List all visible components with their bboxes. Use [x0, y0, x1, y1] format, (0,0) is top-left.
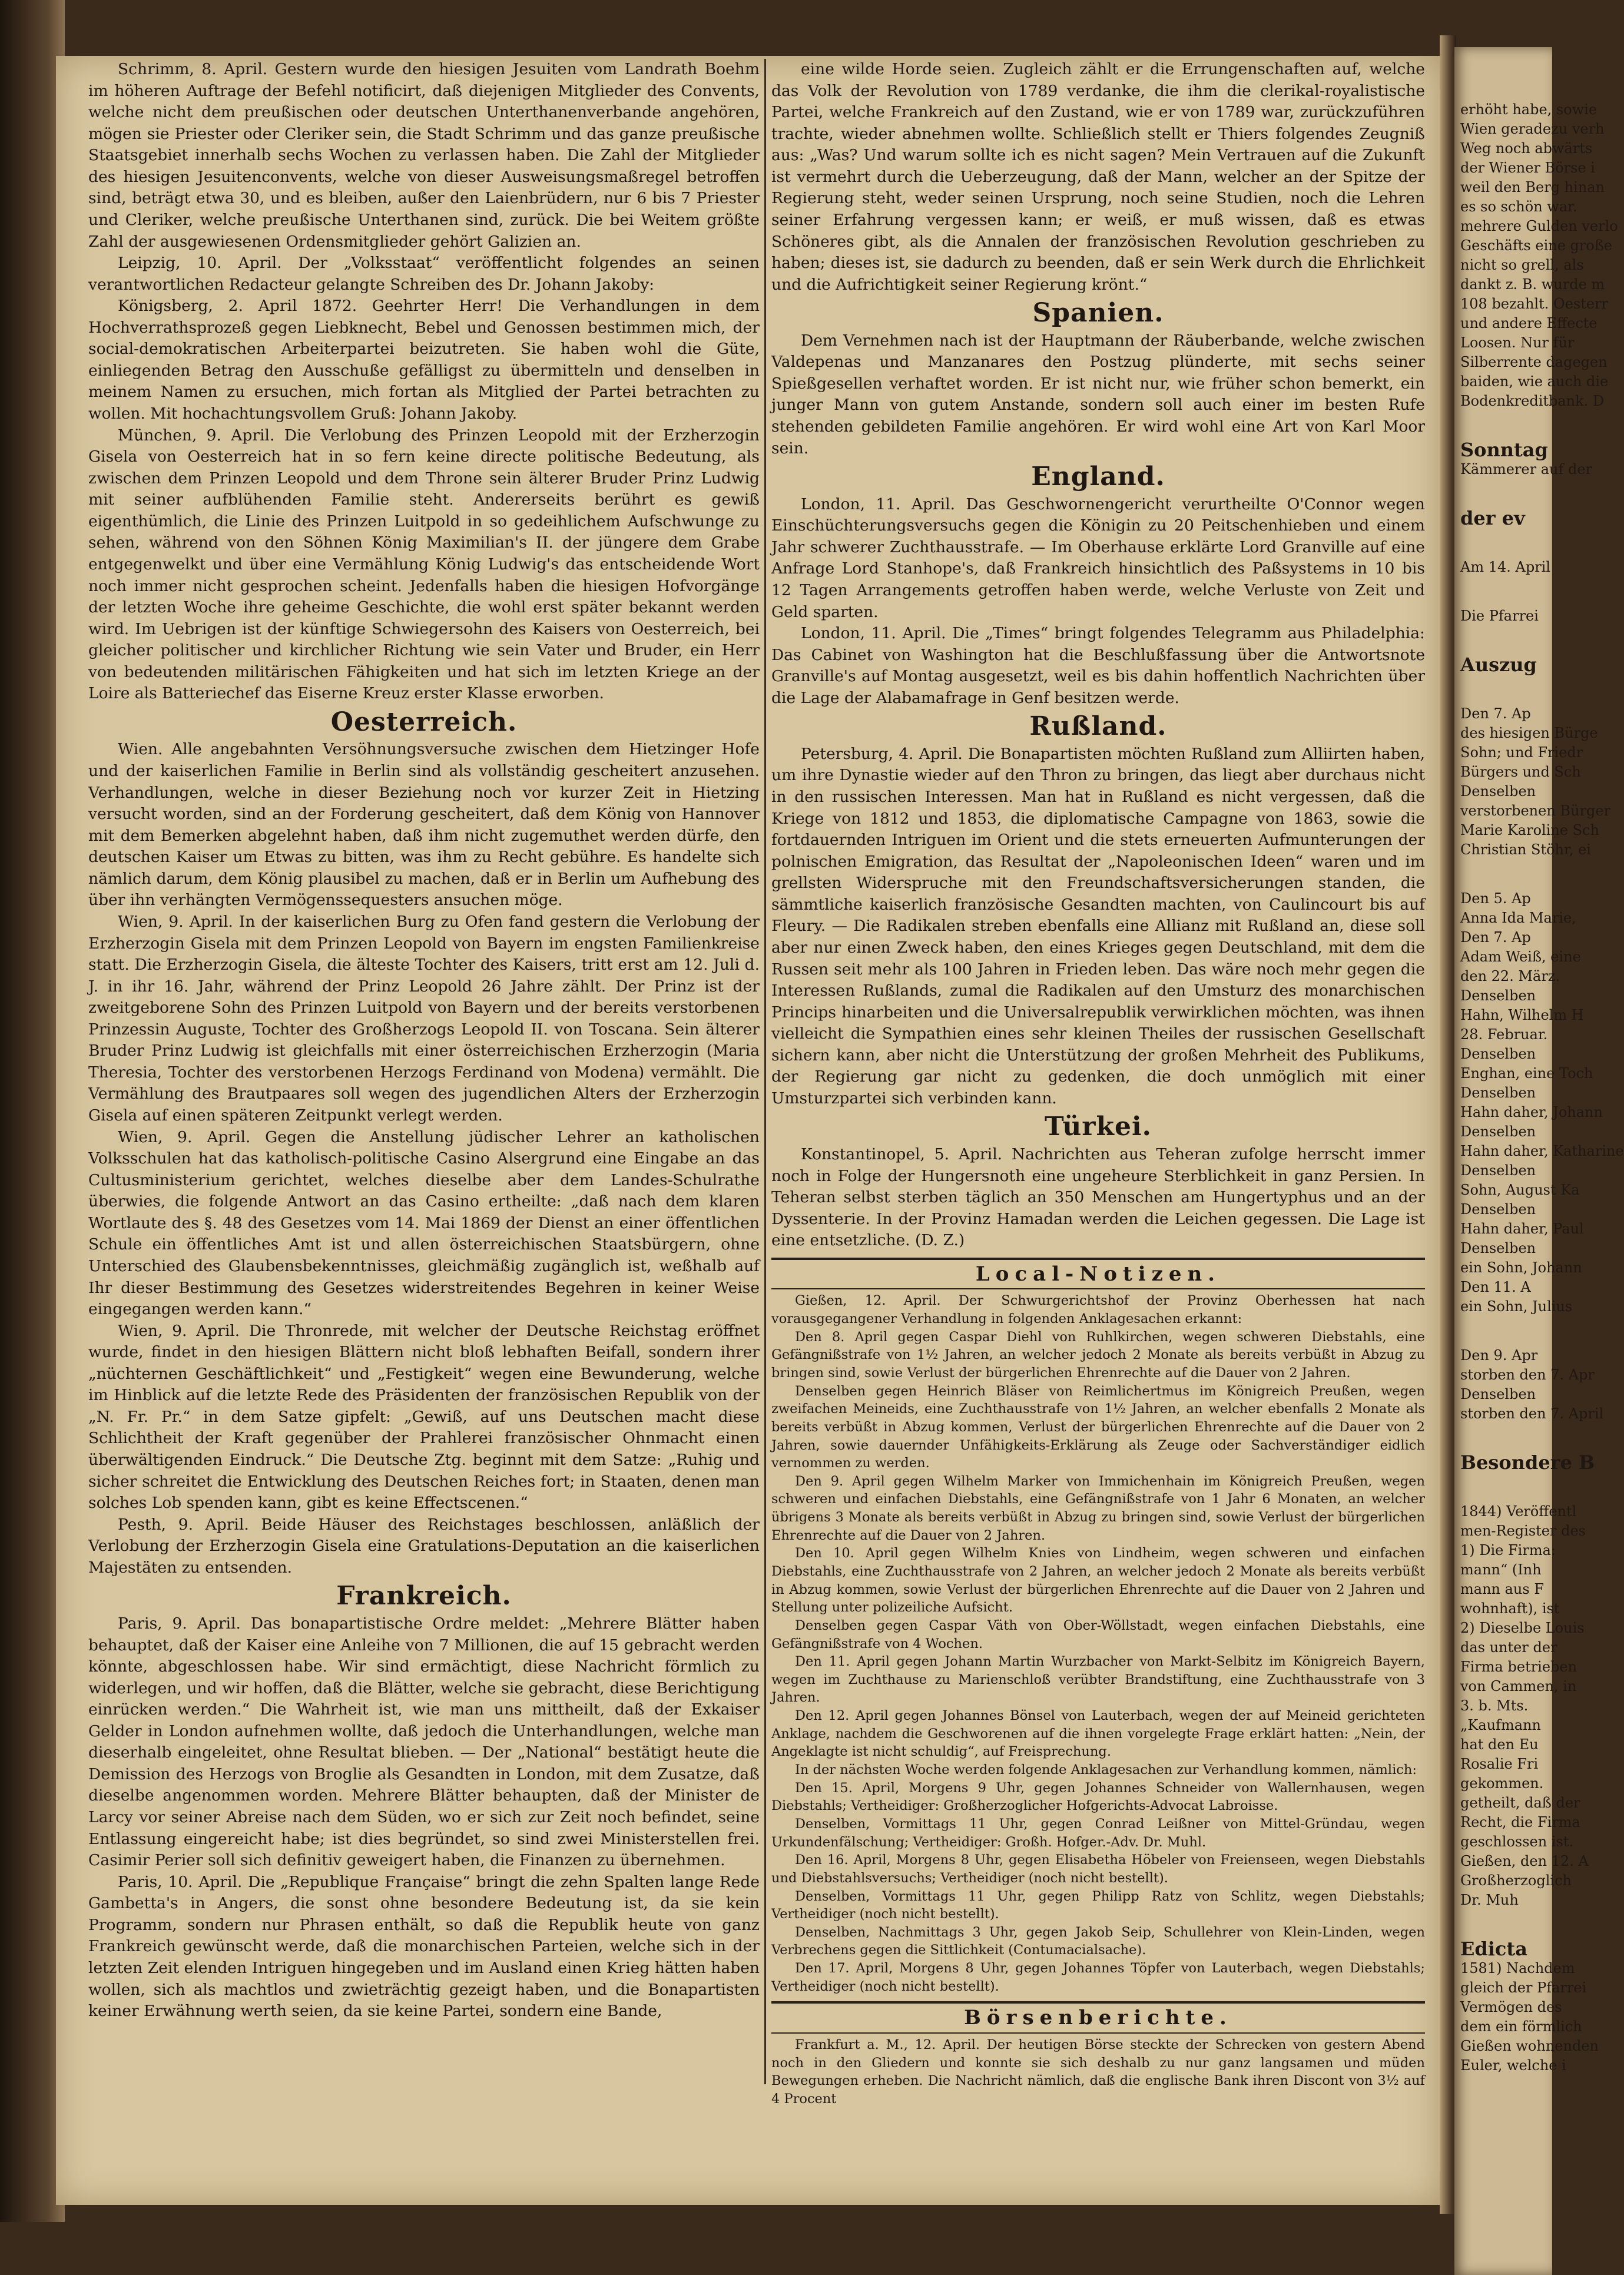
- fragment-gap: [1454, 675, 1552, 704]
- fragment-gap: [1454, 860, 1552, 889]
- page-fragment-line: erhöht habe, sowie: [1460, 101, 1598, 118]
- article-paragraph: Paris, 10. April. Die „Republique Française“ bringt die zehn Spalten lange Rede Gambetta's in Angers, die sonst ohne besondere Bedeutung ist, da sie kein Programm, sondern nur Phrasen enthält, so daß die Republik heute von ganz Frankreich gewünscht werde, daß die monarchischen Parteien, welche sich in der letzten Zeit elenden Intriguen hingegeben und im Ausland einen Krieg hätten haben wollen, sich als machtlos und zwieträchtig gezeigt haben, und die Bonapartisten keiner Erwähnung werth seien, da sie keine Partei, sondern eine Bande,: [88, 1872, 760, 2021]
- page-fragment-line: Geschäfts eine große: [1460, 237, 1613, 254]
- fragment-gap: [1454, 479, 1552, 509]
- page-fragment-line: Sonntag: [1460, 439, 1548, 461]
- page-fragment-line: den 22. März.: [1460, 968, 1560, 984]
- fragment-gap: [1454, 1316, 1552, 1346]
- page-fragment-line: Hahn daher, Paul: [1460, 1221, 1584, 1237]
- page-fragment-line: Denselben: [1460, 1085, 1536, 1101]
- page-fragment-line: Enghan, eine Toch: [1460, 1065, 1593, 1082]
- article-paragraph: Den 15. April, Morgens 9 Uhr, gegen Johannes Schneider von Wallernhausen, wegen Diebstahls; Vertheidiger: Großherzoglicher Hofgerichts-Advocat Labroisse.: [771, 1780, 1425, 1814]
- page-fragment-line: Den 11. A: [1460, 1279, 1531, 1295]
- page-fragment-line: verstorbenen Bürger: [1460, 802, 1611, 819]
- page-fragment-line: Euler, welche i: [1460, 2057, 1566, 2074]
- left-column: [88, 59, 760, 2022]
- article-paragraph: Denselben gegen Heinrich Bläser von Reimlichertmus im Königreich Preußen, wegen zweifachen Meineids, eine Zuchthausstrafe von 1½ Jahren, an welcher ebenfalls 2 Monate als bereits verbüßt in Abzug kommen, Verlust der bürgerlichen Ehrenrechte auf die Dauer von 2 Jahren, sowie dauernder Unfähigkeits-Erklärung als Zeuge oder Sachverständiger eidlich vernommen zu werden.: [771, 1383, 1425, 1471]
- section-heading: Oesterreich.: [330, 707, 518, 737]
- section-rule: [771, 2001, 1425, 2004]
- page-fragment-line: 28. Februar.: [1460, 1026, 1548, 1043]
- fragment-gap: [1454, 1473, 1552, 1502]
- page-fragment-line: getheilt, daß der: [1460, 1795, 1580, 1811]
- page-fragment-line: Gießen wohnenden: [1460, 2038, 1599, 2054]
- page-fragment-line: hat den Eu: [1460, 1736, 1539, 1753]
- page-fragment-line: 108 bezahlt. Oesterr: [1460, 296, 1608, 312]
- page-fragment-line: ein Sohn, Julius: [1460, 1298, 1573, 1315]
- middle-column: [771, 59, 1425, 2108]
- article-paragraph: Den 17. April, Morgens 8 Uhr, gegen Johannes Töpfer von Lauterbach, wegen Diebstahls; Vertheidiger (noch nicht bestellt).: [771, 1961, 1425, 1994]
- page-fragment-line: ein Sohn, Johann: [1460, 1259, 1582, 1276]
- page-fragment-line: Denselben: [1460, 1123, 1536, 1140]
- article-paragraph: Leipzig, 10. April. Der „Volksstaat“ veröffentlicht folgendes an seinen verantwortlichen Redacteur gelangte Schreiben des Dr. Johann Jakoby:: [88, 254, 760, 294]
- article-paragraph: Den 10. April gegen Wilhelm Knies von Lindheim, wegen schweren und einfachen Diebstahls, eine Zuchthausstrafe von 2 Jahren, an welcher jedoch 2 Monate als bereits verbüßt in Abzug kommen, sowie Verlust der bürgerlichen Ehrenrechte auf die Dauer von 2 Jahren und Stellung unter polizeiliche Aufsicht.: [771, 1546, 1425, 1616]
- page-fragment-line: Denselben: [1460, 987, 1536, 1004]
- page-fragment-line: Edicta: [1460, 1938, 1527, 1960]
- article-paragraph: Den 12. April gegen Johannes Bönsel von Lauterbach, wegen der auf Meineid gerichteten Anklage, nachdem die Geschworenen auf die ihnen vorgelegte Frage erklärt hatten: „Nein, der Angeklagte ist nicht schuldig“, auf Freisprechung.: [771, 1708, 1425, 1760]
- article-paragraph: Den 16. April, Morgens 8 Uhr, gegen Elisabetha Höbeler von Freienseen, wegen Diebstahls und Diebstahlsversuchs; Vertheidiger (noch nicht bestellt).: [771, 1852, 1425, 1886]
- page-fragment-line: Den 7. Ap: [1460, 705, 1531, 722]
- column-divider: [764, 59, 766, 2084]
- article-paragraph: Konstantinopel, 5. April. Nachrichten aus Teheran zufolge herrscht immer noch in Folge der Hungersnoth eine ungeheure Sterblichkeit in ganz Persien. In Teheran selbst sterben täglich an 350 Menschen am Hungertyphus und an der Dyssenterie. In der Provinz Hamadan werden die Leichen gegessen. Die Lage ist eine entsetzliche. (D. Z.): [771, 1145, 1425, 1250]
- section-rule-thin: [771, 1288, 1425, 1289]
- section-rule: [771, 1258, 1425, 1260]
- page-fragment-line: nicht so grell, als: [1460, 257, 1584, 273]
- page-fragment-line: Denselben: [1460, 1240, 1536, 1256]
- article-paragraph: Denselben gegen Caspar Väth von Ober-Wöllstadt, wegen einfachen Diebstahls, eine Gefängnißstrafe von 4 Wochen.: [771, 1617, 1425, 1651]
- page-fragment-line: der Wiener Börse i: [1460, 160, 1595, 176]
- page-fragment-line: Den 5. Ap: [1460, 890, 1531, 907]
- book-binding-left: [0, 0, 65, 2222]
- page-fragment-line: Silberrente dagegen: [1460, 354, 1608, 370]
- page-fragment-line: und andere Effecte: [1460, 315, 1598, 331]
- fragment-gap: [1454, 411, 1552, 440]
- page-fragment-line: Bodenkreditbank. D: [1460, 393, 1605, 409]
- page-fragment-line: 3. b. Mts.: [1460, 1697, 1529, 1714]
- page-fragment-line: Denselben: [1460, 1386, 1536, 1402]
- page-fragment-line: Dr. Muh: [1460, 1892, 1519, 1908]
- page-fragment-line: storben den 7. April: [1460, 1405, 1604, 1422]
- page-fragment-line: Großherzoglich: [1460, 1872, 1572, 1889]
- page-fragment-line: Firma betrieben: [1460, 1659, 1577, 1675]
- page-fragment-line: des hiesigen Bürge: [1460, 725, 1598, 741]
- page-fragment-line: Hahn daher, Katharine: [1460, 1143, 1624, 1159]
- article-paragraph: Den 11. April gegen Johann Martin Wurzbacher von Markt-Selbitz im Königreich Bayern, wegen im Zuchthause zu Marienschloß verübter Brandstiftung, eine Zuchthausstrafe von 3 Jahren.: [771, 1654, 1425, 1706]
- fragment-gap: [1454, 577, 1552, 606]
- page-fragment-line: Den 9. Apr: [1460, 1347, 1538, 1364]
- section-rule-thin: [771, 2032, 1425, 2034]
- page-fragment-line: weil den Berg hinan: [1460, 179, 1605, 195]
- fragment-gap: [1454, 528, 1552, 558]
- page-fragment-line: Denselben: [1460, 1201, 1536, 1218]
- page-fragment-line: gleich der Pfarrei: [1460, 1979, 1587, 1996]
- page-fragment-line: Denselben: [1460, 783, 1536, 800]
- page-fragment-line: mehrere Gulden verlo: [1460, 218, 1618, 234]
- article-paragraph: Denselben, Nachmittags 3 Uhr, gegen Jakob Seip, Schullehrer von Klein-Linden, wegen Verbrechens gegen die Sittlichkeit (Contumacialsache).: [771, 1924, 1425, 1958]
- article-paragraph: Denselben, Vormittags 11 Uhr, gegen Conrad Leißner von Mittel-Gründau, wegen Urkundenfälschung; Vertheidiger: Großh. Hofger.-Adv. Dr. Muhl.: [771, 1816, 1425, 1850]
- subsection-heading: Local-Notizen.: [975, 1262, 1221, 1286]
- page-fragment-line: mann aus F: [1460, 1581, 1544, 1597]
- page-fragment-line: Recht, die Firma: [1460, 1814, 1580, 1830]
- page-fragment-line: storben den 7. Apr: [1460, 1367, 1595, 1383]
- page-fragment-line: Die Pfarrei: [1460, 608, 1539, 624]
- page-fragment-line: dem ein förmlich: [1460, 2018, 1582, 2035]
- page-fragment-line: Loosen. Nur für: [1460, 334, 1575, 351]
- page-fragment-line: 1) Die Firma:: [1460, 1542, 1556, 1558]
- page-fragment-line: das unter der: [1460, 1639, 1557, 1656]
- page-fragment-line: Adam Weiß, eine: [1460, 949, 1581, 965]
- article-paragraph: London, 11. April. Das Geschwornengericht verurtheilte O'Connor wegen Einschüchterungsversuchs gegen die Königin zu 20 Peitschenhieben und einem Jahr schwerer Zuchthausstrafe. — Im Oberhause erklärte Lord Granville auf eine Anfrage Lord Stanhope's, daß Frankreich hinsichtlich des Paßsystems in 10 bis 12 Tagen Arrangements getroffen haben werde, welche Verluste von Zeit und Geld sparten.: [771, 495, 1425, 621]
- page-fragment-line: Wien geradezu verh: [1460, 121, 1605, 137]
- page-fragment-line: Besondere B: [1460, 1451, 1595, 1474]
- article-paragraph: Wien, 9. April. Die Thronrede, mit welcher der Deutsche Reichstag eröffnet wurde, findet in den hiesigen Blättern nicht bloß lebhaften Beifall, sondern ihrer „nüchternen Geschäftlichkeit“ und „Festigkeit“ wegen eine Bewunderung, welche im Hinblick auf die letzte Rede des Präsidenten der französischen Republik von der „N. Fr. Pr.“ in dem Satze gipfelt: „Gewiß, auf uns Deutschen macht diese Schlichtheit der Kraft gegenüber der Prahlerei französischer Ohnmacht einen überwältigenden Eindruck.“ Die Deutsche Ztg. beginnt mit dem Satze: „Ruhig und sicher schreitet die Entwicklung des Deutschen Reiches fort; in Staaten, denen man solches Lob spenden kann, gibt es keine Effectscenen.“: [88, 1321, 760, 1513]
- article-paragraph: In der nächsten Woche werden folgende Anklagesachen zur Verhandlung kommen, nämlich:: [795, 1762, 1417, 1778]
- article-paragraph: Dem Vernehmen nach ist der Hauptmann der Räuberbande, welche zwischen Valdepenas und Manzanares den Postzug plünderte, mit sechs seiner Spießgesellen verhaftet worden. Er ist nicht nur, wie früher schon bemerkt, ein junger Mann von gutem Anstande, sondern soll auch einer im besten Rufe stehenden gebildeten Familie angehören. Er wird wohl eine Art von Karl Moor sein.: [771, 331, 1425, 457]
- page-fragment-line: Denselben: [1460, 1046, 1536, 1062]
- page-fragment-line: geschlossen ist.: [1460, 1833, 1574, 1850]
- fragment-gap: [1454, 626, 1552, 655]
- adjacent-page-fragment: [1454, 47, 1624, 2275]
- page-fragment-line: Vermögen des: [1460, 1999, 1562, 2015]
- page-fragment-line: Den 7. Ap: [1460, 929, 1531, 946]
- page-fragment-line: baiden, wie auch die: [1460, 373, 1609, 390]
- article-paragraph: Königsberg, 2. April 1872. Geehrter Herr! Die Verhandlungen in dem Hochverrathsprozeß gegen Liebknecht, Bebel und Genossen bestimmen mich, der social-demokratischen Arbeiterpartei beizutreten. Sie haben wohl die Güte, einliegenden Betrag den Ausschuße gefälligst zu übermitteln und denselben in meinem Namen zu ersuchen, mich fortan als Mitglied der Partei betrachten zu wollen. Mit hochachtungsvollem Gruß: Johann Jakoby.: [88, 297, 760, 423]
- page-fragment-line: 2) Dieselbe Louis: [1460, 1620, 1585, 1636]
- article-paragraph: Schrimm, 8. April. Gestern wurde den hiesigen Jesuiten vom Landrath Boehm im höheren Auftrage der Befehl notificirt, daß diejenigen Mitglieder des Convents, welche nicht dem preußischen oder deutschen Unterthanenverbande angehören, mögen sie Priester oder Cleriker sein, die Stadt Schrimm und das ganze preußische Staatsgebiet innerhalb sechs Wochen zu verlassen haben. Die Zahl der Mitglieder des hiesigen Jesuitenconvents, welche von dieser Ausweisungsmaßregel betroffen sind, beträgt etwa 30, und es bleiben, außer den Laienbrüdern, nur 6 bis 7 Priester und Cleriker, welche preußische Unterthanen sind, zurück. Die bei Weitem größte Zahl der ausgewiesenen Ordensmitglieder gehört Galizien an.: [88, 60, 760, 251]
- article-paragraph: Wien. Alle angebahnten Versöhnungsversuche zwischen dem Hietzinger Hofe und der kaiserlichen Familie in Berlin sind als vollständig gescheitert anzusehen. Verhandlungen, welche in dieser Beziehung noch vor kurzer Zeit in Hietzing versucht worden, sind an der Forderung gescheitert, daß dem König von Hannover mit dem Bemerken abgelehnt haben, daß ihm nicht zugemuthet werden dürfe, den deutschen Kaiser um Etwas zu bitten, was ihm zu Recht gebühre. Es handelte sich nämlich darum, dem König plausibel zu machen, daß er in Berlin um Aufhebung des über ihn verhängten Vermögenssequesters ansuchen möge.: [88, 740, 760, 910]
- page-fragment-line: Am 14. April: [1460, 559, 1551, 575]
- page-fragment-line: Marie Karoline Sch: [1460, 822, 1600, 838]
- page-fragment-line: Hahn daher, Johann: [1460, 1104, 1603, 1120]
- page-fragment-line: mann“ (Inh: [1460, 1561, 1542, 1578]
- article-paragraph: Paris, 9. April. Das bonapartistische Ordre meldet: „Mehrere Blätter haben behauptet, daß der Kaiser eine Anleihe von 7 Millionen, die auf 15 gebracht werden könnte, abgeschlossen habe. Wir sind ermächtigt, diese Nachricht förmlich zu widerlegen, und wir hoffen, daß die Blätter, welche sie gebracht, diese Berichtigung einrücken werden.“ Die Wahrheit ist, wie man uns mittheilt, daß der Exkaiser Gelder in London aufnehmen wollte, daß jedoch die Unterhandlungen, welche man dieserhalb eingeleitet, ohne Resultat blieben. — Der „National“ bestätigt heute die Demission des Herzogs von Broglie als Gesandten in London, mit dem Zusatze, daß dieselbe angenommen worden. Mehrere Blätter behaupten, daß der Minister de Larcy vor seiner Abreise nach dem Süden, wo er sich zur Zeit noch befindet, seine Entlassung eingereicht habe; ist dies begründet, so sind zwei Ministerstellen frei. Casimir Perier soll sich definitiv geweigert haben, die Finanzen zu übernehmen.: [88, 1614, 760, 1870]
- page-fragment-line: Gießen, den 12. A: [1460, 1853, 1589, 1869]
- page-fragment-line: Christian Stöhr, ei: [1460, 841, 1591, 858]
- section-heading: Rußland.: [1029, 711, 1167, 742]
- fragment-gap: [1454, 1424, 1552, 1453]
- page-fragment-line: es so schön war.: [1460, 198, 1577, 215]
- article-paragraph: London, 11. April. Die „Times“ bringt folgendes Telegramm aus Philadelphia: Das Cabinet von Washington hat die Beschlußfassung über die Antwortsnote Granville's auf Montag ausgesetzt, weil es bis dahin hoffentlich Nachrichten über die Lage der Alabamafrage in Genf besitzen werde.: [771, 624, 1425, 707]
- article-paragraph: Wien, 9. April. Gegen die Anstellung jüdischer Lehrer an katholischen Volksschulen hat das katholisch-politische Casino Alsergrund eine Eingabe an das Cultusministerium gerichtet, welches dieselbe aber dem Landes-Schulrathe überwies, die folgende Antwort an das Casino ertheilte: „daß nach dem klaren Wortlaute des §. 48 des Gesetzes vom 14. Mai 1869 der Dienst an einer öffentlichen Schule ein öffentliches Amt ist und allen österreichischen Staatsbürgern, ohne Unterschied des Glaubensbekenntnisses, gleichmäßig zugänglich ist, weßhalb auf Ihr dieser Bestimmung des Gesetzes widerstreitendes Begehren in keiner Weise eingegangen werden kann.“: [88, 1127, 760, 1319]
- fragment-gap: [1454, 1910, 1552, 1939]
- section-heading: Türkei.: [1044, 1112, 1152, 1142]
- page-fragment-line: Bürgers und Sch: [1460, 764, 1581, 780]
- page-fragment-line: 1581) Nachdem: [1460, 1960, 1575, 1976]
- page-fragment-line: Auszug: [1460, 654, 1537, 676]
- page-fragment-line: dankt z. B. wurde m: [1460, 276, 1605, 293]
- section-heading: Spanien.: [1032, 298, 1164, 329]
- article-paragraph: Den 9. April gegen Wilhelm Marker von Immichenhain im Königreich Preußen, wegen schweren und einfachen Diebstahls, eine Gefängnißstrafe von 1 Jahr 6 Monaten, an welcher übrigens 3 Monate als bereits verbüßt in Abzug zu bringen sind, sowie Verlust der bürgerlichen Ehrenrechte auf die Dauer von 2 Jahren.: [771, 1473, 1425, 1543]
- page-fragment-line: Kämmerer auf der: [1460, 461, 1593, 477]
- article-paragraph: Gießen, 12. April. Der Schwurgerichtshof der Provinz Oberhessen hat nach vorausgegangener Verhandlung in folgenden Anklagesachen erkannt:: [771, 1293, 1425, 1327]
- article-paragraph: Wien, 9. April. In der kaiserlichen Burg zu Ofen fand gestern die Verlobung der Erzherzogin Gisela mit dem Prinzen Leopold von Bayern im engsten Familienkreise statt. Die Erzherzogin Gisela, die älteste Tochter des Kaisers, tritt erst am 12. Juli d. J. in ihr 16. Jahr, während der Prinz Leopold 26 Jahre zählt. Der Prinz ist der zweitgeborene Sohn des Prinzen Luitpold von Bayern und der bereits verstorbenen Prinzessin Auguste, Tochter des Großherzogs Leopold II. von Toscana. Sein älterer Bruder Prinz Ludwig ist gleichfalls mit einer österreichischen Erzherzogin (Maria Theresia, Tochter des verstorbenen Herzogs Ferdinand von Modena) vermählt. Die Vermählung des Brautpaares soll wegen des jugendlichen Alters der Erzherzogin Gisela auf einen späteren Zeitpunkt verlegt werden.: [88, 912, 760, 1125]
- article-paragraph: München, 9. April. Die Verlobung des Prinzen Leopold mit der Erzherzogin Gisela von Oesterreich hat in so fern keine directe politische Bedeutung, als zwischen dem Prinzen Leopold und dem Throne sein älterer Bruder Prinz Ludwig mit seiner aufblühenden Familie steht. Andererseits berührt es gewiß eigenthümlich, die Linie des Prinzen Luitpold in so gedeihlichem Aufschwunge zu sehen, während von den Söhnen König Maximilian's II. der jüngere dem Grabe entgegenwelkt und über eine Vermählung König Ludwig's das entscheidende Wort noch immer nicht gesprochen scheint. Jedenfalls haben die hiesigen Hofvorgänge der letzten Woche ihre geheime Geschichte, die wohl erst später bekannt werden wird. Im Uebrigen ist der künftige Schwiegersohn des Kaisers von Oesterreich, bei gleicher politischer und kirchlicher Richtung wie sein Vater und Bruder, ein Herr von bedeutenden militärischen Fähigkeiten und hat sich im letzten Kriege an der Loire als Batteriechef das Eiserne Kreuz erster Klasse erworben.: [88, 426, 760, 703]
- article-paragraph: eine wilde Horde seien. Zugleich zählt er die Errungenschaften auf, welche das Volk der Revolution von 1789 verdanke, die ihm die clerikal-royalistische Partei, welche Frankreich auf den Zustand, wie er von 1789 war, zurückzuführen trachte, wieder abnehmen wollte. Schließlich stellt er Thiers folgendes Zeugniß aus: „Was? Und warum sollte ich es nicht sagen? Mein Vertrauen auf die Zukunft ist vermehrt durch die Ueberzeugung, daß der Mann, welcher an der Spitze der Regierung steht, weder seinen Ursprung, noch seine Studien, noch die Lehren seiner Erfahrung vergessen kann; er weiß, er muß wissen, daß es etwas Schöneres gibt, als die Annalen der französischen Revolution geschrieben zu haben; dieses ist, sie dadurch zu beenden, daß er sein Werk durch die Ehrlichkeit und die Aufrichtigkeit seiner Regierung krönt.“: [771, 60, 1425, 294]
- page-fragment-line: Sohn, August Ka: [1460, 1182, 1580, 1198]
- page-fragment-line: der ev: [1460, 507, 1525, 529]
- section-heading: England.: [1031, 462, 1165, 492]
- article-paragraph: Petersburg, 4. April. Die Bonapartisten möchten Rußland zum Alliirten haben, um ihre Dynastie wieder auf den Thron zu bringen, das liegt aber durchaus nicht in den russischen Interessen. Man hat in Rußland es nicht vergessen, daß die Kriege von 1812 und 1853, die diplomatische Campagne von 1863, sowie die fortdauernden Intriguen im Orient und die stets erneuerten Aufmunterungen der polnischen Emigration, das Resultat der „Napoleonischen Ideen“ waren und im grellsten Widerspruche mit den Freundschaftsversicherungen standen, die sämmtliche kaiserlich französische Gesandten machten, von Caulincourt bis auf Fleury. — Die Radikalen streben ebenfalls eine Allianz mit Rußland an, diese soll aber nur einen Zweck haben, den eines Krieges gegen Deutschland, mit dem die Russen seit mehr als 100 Jahren in Frieden leben. Das wäre noch mehr gegen die Interessen Rußlands, zumal die Radikalen auf den Umsturz des monarchischen Princips hinarbeiten und die Universalrepublik verwirklichen möchten, was ihnen vielleicht die Sympathien eines sehr kleinen Theiles der russischen Gesellschaft sichern kann, aber nicht die Unterstützung der großen Mehrheit des Publikums, der Regierung gar nicht zu gedenken, die doch unmöglich mit einer Umsturzpartei sich verbinden kann.: [771, 744, 1425, 1107]
- page-fragment-line: Weg noch abwärts: [1460, 140, 1593, 157]
- page-fragment-line: men-Register des: [1460, 1523, 1586, 1539]
- article-paragraph: Den 8. April gegen Caspar Diehl von Ruhlkirchen, wegen schweren Diebstahls, eine Gefängnißstrafe von 1½ Jahren, an welcher jedoch 2 Monate als bereits verbüßt in Abzug zu bringen sind, sowie Verlust der bürgerlichen Ehrenrechte auf die Dauer von 2 Jahren.: [771, 1329, 1425, 1381]
- small-print-block: [771, 2036, 1425, 2108]
- page-fragment-line: „Kaufmann: [1460, 1717, 1541, 1733]
- small-print-block: [771, 1292, 1425, 1995]
- page-fragment-line: Anna Ida Marie,: [1460, 910, 1576, 926]
- article-paragraph: Frankfurt a. M., 12. April. Der heutigen Börse steckte der Schrecken von gestern Abend noch in den Gliedern und konnte sie sich deshalb zu nur ganz langsamen und müden Bewegungen erheben. Die Nachricht nämlich, daß die englische Bank ihren Discont von 3½ auf 4 Procent: [771, 2037, 1425, 2107]
- page-fragment-line: Sohn; und Friedr: [1460, 744, 1583, 761]
- subsection-heading: Börsenberichte.: [964, 2006, 1232, 2030]
- page-fragment-line: von Cammen, in: [1460, 1678, 1577, 1694]
- section-heading: Frankreich.: [336, 1581, 512, 1611]
- page-fragment-line: Rosalie Fri: [1460, 1756, 1539, 1772]
- page-fragment-line: Denselben: [1460, 1162, 1536, 1179]
- page-fragment-line: 1844) Veröffentl: [1460, 1503, 1577, 1520]
- article-paragraph: Pesth, 9. April. Beide Häuser des Reichstages beschlossen, anläßlich der Verlobung der Erzherzogin Gisela eine Gratulations-Deputation an die kaiserlichen Majestäten zu entsenden.: [88, 1515, 760, 1577]
- article-paragraph: Denselben, Vormittags 11 Uhr, gegen Philipp Ratz von Schlitz, wegen Diebstahls; Vertheidiger (noch nicht bestellt).: [771, 1888, 1425, 1922]
- page-fragment-line: gekommen.: [1460, 1775, 1544, 1792]
- page-fragment-line: wohnhaft), ist: [1460, 1600, 1560, 1617]
- page-edge: [1440, 35, 1456, 2214]
- page-fragment-line: Hahn, Wilhelm H: [1460, 1007, 1584, 1023]
